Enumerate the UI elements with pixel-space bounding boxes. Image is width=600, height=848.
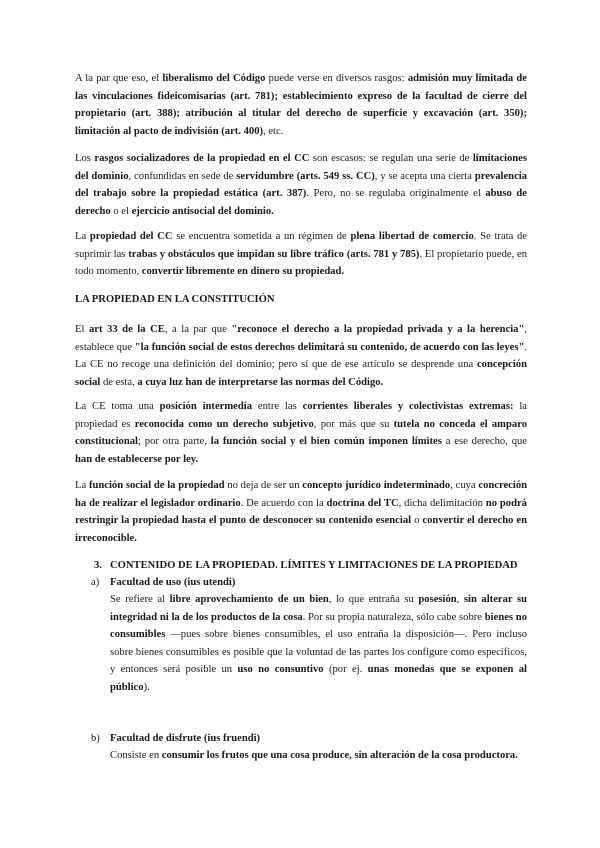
bold-span: convertir libremente en dinero su propiedad. (141, 266, 345, 278)
bold-span: admisión muy limitada de las vinculaciones fideicomisarias (art. 781); establecimiento expreso de la facultad de cierre del propietario (art. 388); atribución al titular del derecho de superficie y excavación (art. 350); limitación al pacto de indivisión (art. 400) (75, 73, 528, 137)
section-3-heading (94, 557, 534, 575)
subsection-title: Facultad de disfrute (ius fruendi) (110, 733, 261, 744)
paragraph-rasgos-socializadores (75, 150, 527, 220)
paragraph-funcion-social (75, 477, 527, 547)
text-span: , (456, 594, 464, 605)
bold-span: rasgos socializadores de la propiedad en el CC (94, 153, 310, 164)
text-span: , confundidas en sede de (128, 170, 237, 182)
text-span: puede verse en diversos rasgos: (265, 73, 408, 84)
subsection-a-heading (91, 574, 531, 592)
text-span: o (411, 515, 423, 527)
text-span: Se refiere al (110, 594, 170, 605)
section-heading: LA PROPIEDAD EN LA CONSTITUCIÓN (75, 294, 275, 305)
text-span: (por ej. (323, 664, 368, 676)
bold-span: concreción ha de realizar el legislador ordinario (75, 480, 528, 509)
text-span: A la par que eso, el (75, 73, 163, 84)
bold-span: trabas y obstáculos que impidan su libre tráfico (arts. 781 y 785) (128, 248, 420, 260)
text-span: , etc. (263, 125, 284, 137)
text-span: , a la par que (164, 324, 232, 335)
paragraph-propiedad-cc (75, 228, 527, 281)
text-span: no deja de ser un (224, 480, 303, 491)
text-span: La (75, 480, 89, 491)
text-span: , por más que su (313, 418, 394, 430)
bold-span: la función social y el bien común imponen límites (210, 436, 442, 448)
subsection-b-text (110, 747, 527, 765)
bold-span: función social de la propiedad (88, 480, 225, 491)
bold-span: han de establecerse por ley. (75, 453, 199, 465)
text-span: . Por su propia naturaleza, sólo cabe sobre (302, 611, 485, 623)
bold-span: plena libertad de comercio (350, 231, 474, 242)
bold-span: corrientes liberales y colectivistas extremas: (302, 401, 514, 412)
bold-span: limitaciones del dominio (75, 153, 527, 182)
text-span: se encuentra sometida a un régimen de (172, 231, 351, 242)
text-span: entre las (252, 401, 303, 412)
bold-span: sin alterar su integridad ni la de los productos de la cosa (110, 594, 528, 623)
text-span: ; por otra parte, (137, 436, 211, 448)
paragraph-art-33 (75, 321, 527, 391)
text-span: . La CE no recoge una definición del dominio; pero sí que de ese artículo se desprende una (75, 341, 527, 371)
text-span: , y se acepta una cierta (374, 170, 475, 182)
paragraph-posicion-intermedia (75, 398, 527, 468)
bold-span: bienes no consumibles (110, 611, 527, 641)
text-span: o el (110, 205, 132, 217)
bold-span: consumir los frutos que una cosa produce, sin alteración de la cosa productora. (161, 750, 518, 761)
text-span: la propiedad es (75, 401, 527, 430)
bold-span: a cuya luz han de interpretarse las normas del Código. (137, 376, 384, 388)
text-span: . De acuerdo con la (240, 497, 327, 509)
text-span: —pues sobre bienes consumibles, el uso entraña la disposición—. Pero incluso sobre bienes consumibles es posible que la voluntad de las partes los configure como específicos, y entonces será posible un (110, 629, 527, 676)
subsection-a-text (110, 591, 527, 697)
bold-span: libre aprovechamiento de un bien (169, 594, 329, 605)
list-marker: b) (91, 733, 100, 744)
bold-span: "la función social de estos derechos delimitará su contenido, de acuerdo con las leyes" (134, 341, 525, 353)
text-span: . El propietario puede, en todo momento, (75, 248, 527, 278)
bold-span: prevalencia del trabajo sobre la propiedad estática (art. 387) (75, 170, 528, 200)
bold-span: propiedad del CC (89, 231, 173, 242)
text-span: El (75, 324, 89, 335)
text-span: , cuya (450, 480, 479, 491)
section-title: CONTENIDO DE LA PROPIEDAD. LÍMITES Y LIMITACIONES DE LA PROPIEDAD (110, 560, 518, 571)
paragraph-liberalismo (75, 70, 527, 140)
text-span: Los (75, 153, 95, 164)
bold-span: concepto jurídico indeterminado (302, 480, 451, 491)
bold-span: posición intermedia (159, 401, 253, 412)
bold-span: doctrina del TC (326, 497, 399, 509)
subsection-title: Facultad de uso (ius utendi) (110, 577, 236, 588)
text-span: de esta, (100, 376, 138, 388)
bold-span: no podrá restringir la propiedad hasta el punto de desconocer su contenido esencial (75, 497, 527, 527)
bold-span: ejercicio antisocial del dominio. (131, 205, 274, 217)
text-span: Consiste en (110, 750, 162, 761)
bold-span: concepción social (75, 359, 527, 388)
text-span: , establece que (75, 324, 528, 353)
bold-span: tutela no conceda el amparo constitucional (75, 418, 528, 448)
bold-span: "reconoce el derecho a la propiedad privada y a la herencia" (231, 324, 525, 335)
text-span: La CE toma una (75, 401, 160, 412)
section-number: 3. (94, 560, 102, 571)
text-span: a ese derecho, que (441, 436, 527, 448)
subsection-b-heading (91, 730, 531, 748)
bold-span: reconocida como un derecho subjetivo (134, 418, 314, 430)
text-span: son escasos: se regulan una serie de (309, 153, 473, 164)
text-span: La (75, 231, 90, 242)
bold-span: liberalismo del Código (162, 73, 266, 84)
text-span: ). (143, 681, 150, 693)
text-span: , dicha delimitación (398, 497, 486, 509)
text-span: . Pero, no se regulaba originalmente el (306, 188, 486, 200)
bold-span: servidumbre (arts. 549 ss. CC) (236, 170, 375, 182)
bold-span: posesión (418, 594, 457, 605)
text-span: . Se trata de suprimir las (75, 231, 527, 260)
bold-span: art 33 de la CE (88, 324, 165, 335)
bold-span: abuso de derecho (75, 188, 527, 217)
bold-span: convertir el derecho en irreconocible. (75, 515, 527, 544)
bold-span: uso no consuntivo (237, 664, 324, 676)
text-span: , lo que entraña su (328, 594, 419, 605)
bold-span: unas monedas que se exponen al público (110, 664, 527, 693)
list-marker: a) (91, 577, 100, 588)
